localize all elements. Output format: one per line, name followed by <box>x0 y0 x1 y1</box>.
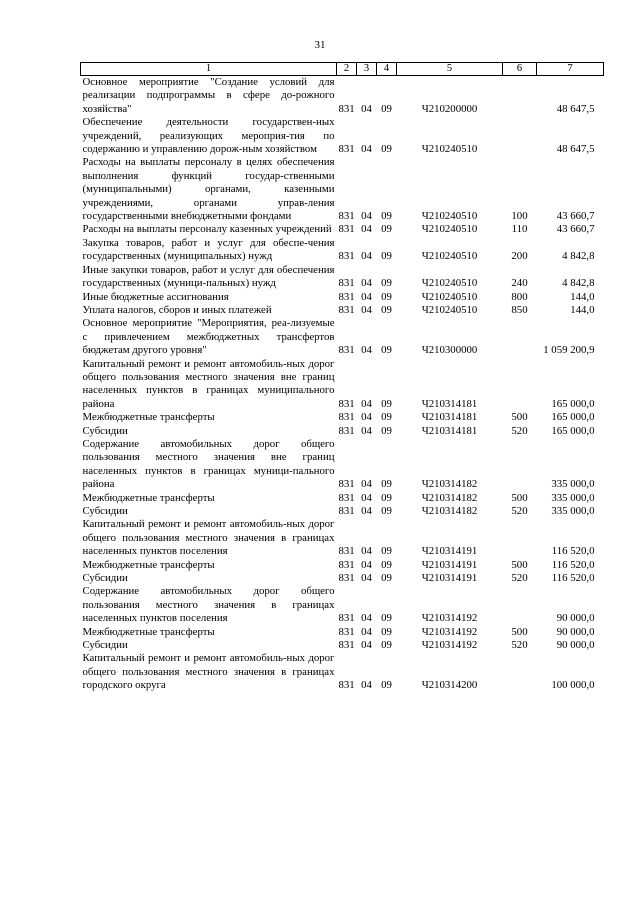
table-row <box>81 237 604 264</box>
row-code: 831 <box>338 210 355 223</box>
row-code: 831 <box>338 558 355 571</box>
row-code: 831 <box>338 625 355 638</box>
row-target: Ч210314192 <box>421 625 478 638</box>
row-target: Ч210240510 <box>421 250 478 263</box>
row-section: 04 <box>361 290 372 303</box>
table-row <box>81 156 604 223</box>
row-section: 04 <box>361 572 372 585</box>
row-target: Ч210314191 <box>421 545 478 558</box>
row-subsection: 09 <box>381 143 392 156</box>
row-name: Субсидии <box>82 424 128 437</box>
column-header: 2 <box>337 63 357 76</box>
row-kind <box>503 317 537 357</box>
row-target: Ч210314182 <box>421 478 478 491</box>
row-target: Ч210200000 <box>421 102 478 115</box>
row-subsection: 09 <box>381 505 392 517</box>
row-subsection: 09 <box>381 250 392 263</box>
row-code: 831 <box>338 491 355 504</box>
row-code: 831 <box>338 545 355 558</box>
row-kind <box>503 116 537 156</box>
column-header: 5 <box>397 63 503 76</box>
row-subsection: 09 <box>381 545 392 558</box>
row-amount: 4 842,8 <box>562 250 595 263</box>
row-target: Ч210314192 <box>421 612 478 625</box>
page-number: 31 <box>314 39 326 51</box>
row-section: 04 <box>361 558 372 571</box>
row-subsection: 09 <box>381 344 392 357</box>
table-row <box>81 518 604 558</box>
row-kind: 500 <box>511 411 528 424</box>
table-row <box>81 585 604 625</box>
row-subsection: 09 <box>381 612 392 625</box>
row-subsection: 09 <box>381 223 392 236</box>
row-code: 831 <box>338 290 355 303</box>
row-target: Ч210240510 <box>421 277 478 290</box>
row-section: 04 <box>361 143 372 156</box>
row-amount: 116 520,0 <box>551 545 595 558</box>
row-name: Субсидии <box>82 572 128 585</box>
row-target: Ч210240510 <box>421 143 478 156</box>
row-code: 831 <box>338 102 355 115</box>
row-code: 831 <box>338 143 355 156</box>
row-section: 04 <box>361 612 372 625</box>
row-code: 831 <box>338 250 355 263</box>
row-section: 04 <box>361 223 372 236</box>
row-kind: 240 <box>511 277 528 290</box>
table-row <box>81 425 604 438</box>
row-name: Уплата налогов, сборов и иных платежей <box>82 303 272 316</box>
row-kind: 520 <box>511 424 528 437</box>
row-amount: 48 647,5 <box>556 143 595 156</box>
table-row <box>81 116 604 156</box>
row-amount: 144,0 <box>570 290 595 303</box>
row-subsection: 09 <box>381 491 392 504</box>
row-amount: 100 000,0 <box>551 679 595 692</box>
row-name: Содержание автомобильных дорог общего пользования местного значения в границах населенных пунктов поселения <box>82 585 335 625</box>
table-row <box>81 223 604 236</box>
row-target: Ч210314182 <box>421 491 478 504</box>
row-name: Иные бюджетные ассигнования <box>82 290 229 303</box>
row-name: Межбюджетные трансферты <box>82 491 215 504</box>
row-code: 831 <box>338 411 355 424</box>
row-code: 831 <box>338 424 355 437</box>
row-section: 04 <box>361 545 372 558</box>
row-amount: 90 000,0 <box>556 639 595 652</box>
row-name: Капитальный ремонт и ремонт автомобиль-ных дорог общего пользования местного значения в границах населенных пунктов поселения <box>82 518 335 558</box>
row-amount: 48 647,5 <box>556 102 595 115</box>
row-kind: 100 <box>511 210 528 223</box>
row-amount: 90 000,0 <box>556 625 595 638</box>
row-subsection: 09 <box>381 625 392 638</box>
row-kind: 850 <box>511 303 528 316</box>
row-kind <box>503 358 537 412</box>
table-row <box>81 291 604 304</box>
row-target: Ч210314181 <box>421 397 478 410</box>
row-section: 04 <box>361 397 372 410</box>
row-subsection: 09 <box>381 478 392 491</box>
row-target: Ч210300000 <box>421 344 478 357</box>
row-amount: 335 000,0 <box>551 491 595 504</box>
row-section: 04 <box>361 102 372 115</box>
row-target: Ч210314191 <box>421 558 478 571</box>
row-code: 831 <box>338 639 355 652</box>
table-row <box>81 317 604 357</box>
table-row <box>81 626 604 639</box>
row-kind: 200 <box>511 250 528 263</box>
row-subsection: 09 <box>381 424 392 437</box>
row-amount: 43 660,7 <box>556 223 595 236</box>
row-amount: 90 000,0 <box>556 612 595 625</box>
row-section: 04 <box>361 344 372 357</box>
row-subsection: 09 <box>381 277 392 290</box>
row-kind <box>503 585 537 625</box>
row-section: 04 <box>361 639 372 652</box>
table-row <box>81 438 604 492</box>
row-code: 831 <box>338 612 355 625</box>
table-row <box>81 264 604 291</box>
row-target: Ч210314181 <box>421 424 478 437</box>
row-kind: 500 <box>511 625 528 638</box>
row-target: Ч210240510 <box>421 223 478 236</box>
row-subsection: 09 <box>381 210 392 223</box>
table-header-row <box>81 63 604 76</box>
table-row <box>81 304 604 317</box>
table-row <box>81 411 604 424</box>
row-name: Основное мероприятие "Мероприятия, реа-лизуемые с привлечением межбюджетных трансфертов бюджетам другого уровня" <box>82 317 335 357</box>
table-row <box>81 639 604 652</box>
row-section: 04 <box>361 424 372 437</box>
table-row <box>81 76 604 117</box>
row-target: Ч210240510 <box>421 303 478 316</box>
row-name: Межбюджетные трансферты <box>82 625 215 638</box>
row-amount: 43 660,7 <box>556 210 595 223</box>
row-name: Субсидии <box>82 639 128 652</box>
row-code: 831 <box>338 505 355 517</box>
row-kind: 500 <box>511 558 528 571</box>
row-name: Капитальный ремонт и ремонт автомобиль-ных дорог общего пользования местного значения в границах городского округа <box>82 652 335 692</box>
row-subsection: 09 <box>381 679 392 692</box>
row-amount: 116 520,0 <box>551 558 595 571</box>
row-target: Ч210314182 <box>421 505 478 517</box>
row-target: Ч210240510 <box>421 210 478 223</box>
row-name: Основное мероприятие "Создание условий для реализации подпрограммы в сфере до-рожного хозяйства" <box>82 76 335 115</box>
row-amount: 165 000,0 <box>551 397 595 410</box>
row-amount: 4 842,8 <box>562 277 595 290</box>
row-subsection: 09 <box>381 572 392 585</box>
row-name: Расходы на выплаты персоналу в целях обеспечения выполнения функций государ-ственными (муниципальными) органами, казенными учреждениями, органами управ-ления государственными внебюджетными фондами <box>82 156 335 223</box>
row-kind <box>503 76 537 117</box>
row-code: 831 <box>338 303 355 316</box>
row-section: 04 <box>361 250 372 263</box>
row-kind: 520 <box>511 505 528 517</box>
row-kind: 520 <box>511 572 528 585</box>
row-name: Закупка товаров, работ и услуг для обеспе-чения государственных (муниципальных) нужд <box>82 236 335 263</box>
row-subsection: 09 <box>381 102 392 115</box>
row-code: 831 <box>338 344 355 357</box>
row-section: 04 <box>361 277 372 290</box>
table-row <box>81 505 604 518</box>
row-target: Ч210240510 <box>421 290 478 303</box>
row-name: Обеспечение деятельности государствен-ных учреждений, реализующих мероприя-тия по содержанию и управлению дорож-ным хозяйством <box>82 116 335 156</box>
column-header: 1 <box>81 63 337 76</box>
row-amount: 165 000,0 <box>551 424 595 437</box>
row-section: 04 <box>361 303 372 316</box>
row-code: 831 <box>338 223 355 236</box>
row-target: Ч210314191 <box>421 572 478 585</box>
table-row <box>81 559 604 572</box>
row-kind: 500 <box>511 491 528 504</box>
row-section: 04 <box>361 210 372 223</box>
row-name: Межбюджетные трансферты <box>82 558 215 571</box>
row-code: 831 <box>338 277 355 290</box>
row-name: Субсидии <box>82 505 128 517</box>
row-amount: 335 000,0 <box>551 505 595 517</box>
column-header: 7 <box>537 63 604 76</box>
row-name: Содержание автомобильных дорог общего пользования местного значения вне границ населенных пунктов в границах муници-пального района <box>82 437 335 491</box>
row-code: 831 <box>338 478 355 491</box>
row-section: 04 <box>361 478 372 491</box>
row-kind: 520 <box>511 639 528 652</box>
row-section: 04 <box>361 505 372 517</box>
table-row <box>81 358 604 412</box>
row-subsection: 09 <box>381 290 392 303</box>
row-kind <box>503 438 537 492</box>
row-amount: 116 520,0 <box>551 572 595 585</box>
row-amount: 165 000,0 <box>551 411 595 424</box>
column-header: 4 <box>377 63 397 76</box>
table-row <box>81 572 604 585</box>
row-section: 04 <box>361 625 372 638</box>
row-subsection: 09 <box>381 397 392 410</box>
row-section: 04 <box>361 679 372 692</box>
row-subsection: 09 <box>381 639 392 652</box>
row-kind <box>503 652 537 692</box>
row-code: 831 <box>338 572 355 585</box>
row-name: Иные закупки товаров, работ и услуг для обеспечения государственных (муници-пальных) нужд <box>82 263 335 290</box>
row-target: Ч210314181 <box>421 411 478 424</box>
row-kind: 110 <box>511 223 528 236</box>
table-row <box>81 652 604 692</box>
row-target: Ч210314200 <box>421 679 478 692</box>
row-amount: 1 059 200,9 <box>543 344 595 357</box>
row-name: Межбюджетные трансферты <box>82 411 215 424</box>
row-kind <box>503 518 537 558</box>
column-header: 6 <box>503 63 537 76</box>
row-subsection: 09 <box>381 303 392 316</box>
row-name: Капитальный ремонт и ремонт автомобиль-ных дорог общего пользования местного значения вне границ населенных пунктов в границах муниципального района <box>82 357 335 410</box>
row-amount: 335 000,0 <box>551 478 595 491</box>
table-row <box>81 492 604 505</box>
row-section: 04 <box>361 411 372 424</box>
row-name: Расходы на выплаты персоналу казенных учреждений <box>82 223 332 236</box>
column-header: 3 <box>357 63 377 76</box>
row-code: 831 <box>338 679 355 692</box>
row-kind: 800 <box>511 290 528 303</box>
budget-table <box>80 62 604 693</box>
row-target: Ч210314192 <box>421 639 478 652</box>
row-code: 831 <box>338 397 355 410</box>
row-subsection: 09 <box>381 411 392 424</box>
row-subsection: 09 <box>381 558 392 571</box>
row-section: 04 <box>361 491 372 504</box>
row-amount: 144,0 <box>570 303 595 316</box>
budget-table-body <box>81 63 604 693</box>
